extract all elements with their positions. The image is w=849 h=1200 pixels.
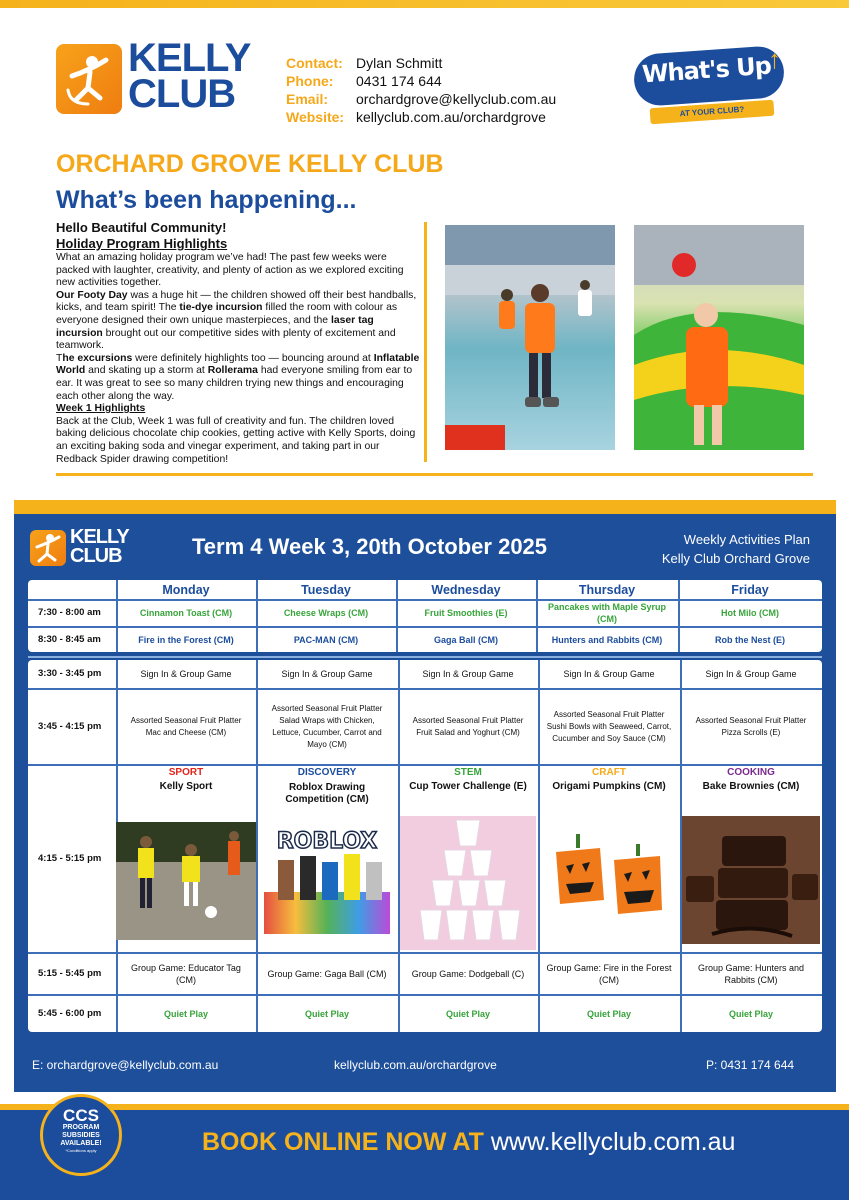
paragraph-intro: What an amazing holiday program we’ve had! The past few weeks were packed with laughter, creativity, and plenty of action as we explored exciting new activities together. [56, 252, 404, 289]
time-slot: 5:45 - 6:00 pm [38, 1007, 102, 1019]
inflatable-world-photo [634, 225, 804, 450]
email-row [286, 90, 556, 108]
contact-block [286, 54, 556, 126]
category-stem: STEM [454, 767, 482, 778]
morning-schedule-table [28, 580, 822, 652]
paragraph-excursions [56, 353, 422, 403]
greeting: Hello Beautiful Community! [56, 220, 227, 235]
morning-game-monday: Fire in the Forest (CM) [138, 634, 234, 645]
bold-tiedye: tie-dye incursion [179, 302, 263, 314]
badge-text: What's Up [641, 51, 772, 89]
plan-top-strip [14, 500, 836, 514]
book-online-banner [202, 1128, 735, 1157]
email-label: Email: [286, 91, 329, 107]
time-slot: 7:30 - 8:00 am [38, 607, 101, 618]
plan-subtitle [640, 530, 810, 568]
category-cooking: COOKING [727, 767, 775, 778]
paragraph-week1: Back at the Club, Week 1 was full of creativity and fun. The children loved baking delicious chocolate chip cookies, getting active with Kelly Sports, doing an exciting baking soda and vinegar experiment, and taking part in our Redback Spider drawing competition! [56, 415, 416, 465]
quiet-tuesday: Quiet Play [304, 1008, 349, 1019]
bottom-banner-accent [0, 1104, 849, 1110]
footer-phone[interactable]: P: 0431 174 644 [706, 1058, 795, 1072]
day-tuesday: Tuesday [301, 583, 351, 597]
plan-subtitle-line1: Weekly Activities Plan [683, 532, 810, 547]
game-tuesday: Group Game: Gaga Ball (CM) [267, 968, 387, 979]
time-slot: 3:30 - 3:45 pm [38, 668, 102, 679]
breakfast-monday: Cinnamon Toast (CM) [139, 608, 233, 618]
signin-monday: Sign In & Group Game [140, 669, 232, 679]
plan-subtitle-line2: Kelly Club Orchard Grove [661, 551, 810, 566]
quiet-thursday: Quiet Play [586, 1008, 631, 1019]
text-span: filled the room with colour as everyone designed their own unique masterpieces, and the [56, 302, 398, 326]
activity-friday: Bake Brownies (CM) [702, 781, 800, 792]
rollerama-photo [445, 225, 615, 450]
game-thursday: Group Game: Fire in the Forest (CM) [546, 962, 672, 985]
category-craft: CRAFT [592, 767, 626, 778]
ccs-line1: PROGRAM [62, 1124, 100, 1131]
snack-thursday: Assorted Seasonal Fruit Platter Sushi Bowls with Seaweed, Carrot, Cucumber and Soy Sauce (CM) [546, 709, 672, 743]
table-separator [28, 656, 822, 658]
snack-monday: Assorted Seasonal Fruit Platter Mac and Cheese (CM) [130, 715, 242, 737]
ccs-note: *Conditions apply [65, 1148, 97, 1153]
ccs-line2: SUBSIDIES [62, 1132, 100, 1139]
logo-line2: CLUB [128, 72, 236, 116]
time-slot: 4:15 - 5:15 pm [38, 852, 102, 864]
ccs-title: CCS [63, 1106, 99, 1125]
up-arrow-icon: ↑ [768, 44, 781, 74]
time-slot: 8:30 - 8:45 am [38, 633, 101, 645]
quiet-monday: Quiet Play [163, 1008, 208, 1019]
snack-friday: Assorted Seasonal Fruit Platter Pizza Scrolls (E) [695, 715, 807, 737]
plan-logo-line1: KELLY [70, 526, 129, 548]
bold-excursions: he excursions [62, 352, 133, 364]
snack-wednesday: Assorted Seasonal Fruit Platter Fruit Salad and Yoghurt (CM) [412, 715, 524, 737]
origami-pumpkins-image [542, 822, 676, 946]
activity-wednesday: Cup Tower Challenge (E) [409, 781, 527, 792]
kelly-club-logo [56, 36, 251, 116]
cup-tower-photo [400, 816, 536, 950]
breakfast-tuesday: Cheese Wraps (CM) [283, 608, 369, 618]
contact-value: Dylan Schmitt [356, 55, 443, 71]
day-friday: Friday [731, 583, 769, 597]
roblox-logo-text: ROBLOX [276, 829, 378, 854]
vertical-divider [424, 222, 427, 462]
bold-inflatable: Inflatable World [56, 352, 420, 377]
day-monday: Monday [162, 583, 210, 597]
activity-monday: Kelly Sport [159, 781, 213, 792]
logo-figure-icon [56, 44, 122, 114]
top-accent-bar [0, 0, 849, 8]
grid-line [256, 660, 258, 1032]
phone-row [286, 72, 556, 90]
activity-thursday: Origami Pumpkins (CM) [552, 781, 666, 792]
website-label: Website: [286, 109, 345, 125]
plan-logo-line2: CLUB [70, 545, 122, 567]
quiet-friday: Quiet Play [728, 1008, 773, 1019]
phone-label: Phone: [286, 73, 334, 89]
morning-game-wednesday: Gaga Ball (CM) [433, 634, 498, 645]
whats-up-badge [634, 44, 794, 120]
morning-game-friday: Rob the Nest (E) [714, 634, 785, 645]
website-link[interactable]: kellyclub.com.au/orchardgrove [356, 109, 546, 125]
signin-wednesday: Sign In & Group Game [422, 669, 514, 679]
highlights-heading: Holiday Program Highlights [56, 236, 228, 251]
category-discovery: DISCOVERY [297, 767, 357, 778]
section-title: What’s been happening... [56, 186, 357, 214]
breakfast-friday: Hot Milo (CM) [721, 608, 779, 618]
text-span: and skating up a storm at [85, 365, 208, 377]
game-monday: Group Game: Educator Tag (CM) [131, 962, 241, 985]
badge-subtitle: AT YOUR CLUB? [650, 100, 775, 125]
book-text: BOOK ONLINE NOW AT [202, 1128, 491, 1156]
day-wednesday: Wednesday [431, 583, 501, 597]
bold-footy: Our Footy Day [56, 289, 128, 301]
snack-tuesday: Assorted Seasonal Fruit Platter Salad Wraps with Chicken, Lettuce, Cucumber, Carrot and Mayo (CM) [271, 703, 383, 749]
sport-photo [116, 822, 256, 940]
morning-game-thursday: Hunters and Rabbits (CM) [551, 634, 663, 645]
quiet-wednesday: Quiet Play [445, 1008, 490, 1019]
newsletter-article [56, 220, 422, 466]
game-wednesday: Group Game: Dodgeball (C) [411, 968, 525, 979]
plan-title: Term 4 Week 3, 20th October 2025 [192, 534, 548, 559]
footer-website[interactable]: kellyclub.com.au/orchardgrove [334, 1058, 497, 1072]
website-row [286, 108, 556, 126]
signin-friday: Sign In & Group Game [705, 669, 797, 679]
bold-lasertag: laser tag incursion [56, 314, 374, 339]
plan-kelly-club-logo [30, 528, 140, 568]
week-heading: Week 1 Highlights [56, 403, 146, 415]
bold-rollerama: Rollerama [207, 365, 258, 377]
logo-line1: KELLY [128, 36, 251, 80]
club-title: ORCHARD GROVE KELLY CLUB [56, 150, 444, 178]
category-sport: SPORT [168, 767, 204, 778]
contact-label: Contact: [286, 55, 343, 71]
signin-thursday: Sign In & Group Game [563, 669, 655, 679]
day-thursday: Thursday [578, 583, 636, 597]
phone-value[interactable]: 0431 174 644 [356, 73, 442, 89]
text-span: was a huge hit — the children showed off their best handballs, kicks, and team spirit! The [56, 289, 417, 314]
ccs-subsidy-badge [40, 1094, 122, 1176]
ccs-line3: AVAILABLE! [60, 1140, 102, 1147]
text-span: brought out our competitive sides with plenty of excitement and teamwork. [56, 327, 396, 352]
time-slot: 5:15 - 5:45 pm [38, 967, 102, 979]
morning-game-tuesday: PAC-MAN (CM) [293, 634, 359, 645]
signin-tuesday: Sign In & Group Game [281, 669, 373, 679]
horizontal-divider [56, 473, 813, 476]
plan-logo-figure-icon [30, 530, 66, 566]
brownies-photo [682, 816, 820, 944]
breakfast-thursday: Pancakes with Maple Syrup (CM) [547, 602, 667, 624]
roblox-image [264, 822, 390, 934]
paragraph-footy [56, 290, 422, 353]
footer-email[interactable]: E: orchardgrove@kellyclub.com.au [32, 1058, 219, 1072]
time-slot: 3:45 - 4:15 pm [38, 720, 102, 732]
game-friday: Group Game: Hunters and Rabbits (CM) [697, 962, 805, 985]
book-url-link[interactable]: www.kellyclub.com.au [490, 1128, 736, 1156]
grid-line [538, 660, 540, 1032]
text-span: were definitely highlights too — bouncing around at [132, 352, 374, 364]
breakfast-wednesday: Fruit Smoothies (E) [424, 608, 508, 618]
text-span: T [56, 352, 63, 364]
activity-tuesday: Roblox Drawing Competition (CM) [285, 782, 369, 805]
text-span: had everyone smiling from ear to ear. It was great to see so many children trying new things and encouraging each other along the way. [56, 365, 413, 402]
afternoon-schedule-table [28, 660, 822, 1032]
contact-row [286, 54, 556, 72]
email-link[interactable]: orchardgrove@kellyclub.com.au [356, 91, 557, 107]
